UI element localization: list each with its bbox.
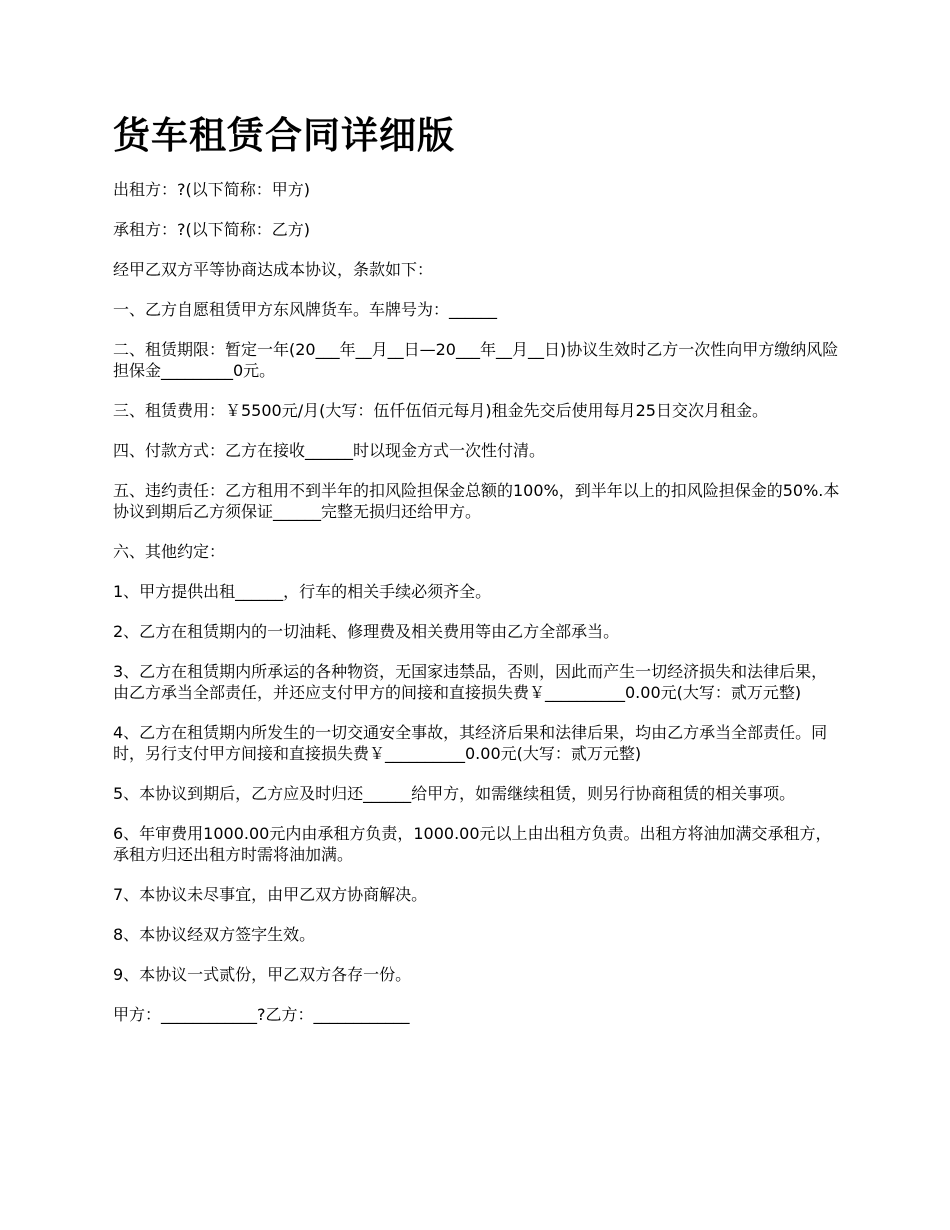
- document-page: [113, 110, 843, 1044]
- clause-5-breach: 五、违约责任：乙方租用不到半年的扣风险担保金总额的100%，到半年以上的扣风险担保金的50%.本协议到期后乙方须保证______完整无损归还给甲方。: [113, 481, 840, 521]
- clause-2-term: 二、租赁期限：暂定一年(20___年__月__日—20___年__月__日)协议生效时乙方一次性向甲方缴纳风险担保金_________0元。: [113, 340, 839, 380]
- signature-line: 甲方：____________?乙方：____________: [113, 1005, 410, 1024]
- lessor-line: 出租方：?(以下简称：甲方): [113, 180, 310, 199]
- preamble: 经甲乙双方平等协商达成本协议，条款如下：: [113, 260, 434, 279]
- other-item-9: 9、本协议一式贰份，甲乙双方各存一份。: [113, 965, 412, 984]
- other-item-7: 7、本协议未尽事宜，由甲乙双方协商解决。: [113, 885, 428, 904]
- clause-4-payment: 四、付款方式：乙方在接收______时以现金方式一次性付清。: [113, 441, 546, 460]
- other-item-8: 8、本协议经双方签字生效。: [113, 925, 316, 944]
- other-item-3: 3、乙方在租赁期内所承运的各种物资，无国家违禁品，否则，因此而产生一切经济损失和法律后果，由乙方承当全部责任，并还应支付甲方的间接和直接损失费￥__________0.00元(大写：贰万元整): [113, 662, 828, 702]
- document-title: 货车租赁合同详细版: [113, 114, 455, 157]
- clause-6-heading: 六、其他约定：: [113, 542, 226, 561]
- other-item-5: 5、本协议到期后，乙方应及时归还______给甲方，如需继续租赁，则另行协商租赁的相关事项。: [113, 784, 796, 803]
- clause-1-vehicle: 一、乙方自愿租赁甲方东风牌货车。车牌号为：______: [113, 300, 498, 319]
- other-item-6: 6、年审费用1000.00元内由承租方负责，1000.00元以上由出租方负责。出租方将油加满交承租方，承租方归还出租方时需将油加满。: [113, 824, 832, 864]
- other-item-2: 2、乙方在租赁期内的一切油耗、修理费及相关费用等由乙方全部承当。: [113, 622, 620, 641]
- other-item-4: 4、乙方在租赁期内所发生的一切交通安全事故，其经济后果和法律后果，均由乙方承当全部责任。同时，另行支付甲方间接和直接损失费￥__________0.00元(大写：贰万元整): [113, 723, 828, 763]
- other-item-1: 1、甲方提供出租______，行车的相关手续必须齐全。: [113, 582, 492, 601]
- lessee-line: 承租方：?(以下简称：乙方): [113, 220, 310, 239]
- clause-3-fee: 三、租赁费用：￥5500元/月(大写：伍仟伍佰元每月)租金先交后使用每月25日交次月租金。: [113, 401, 768, 420]
